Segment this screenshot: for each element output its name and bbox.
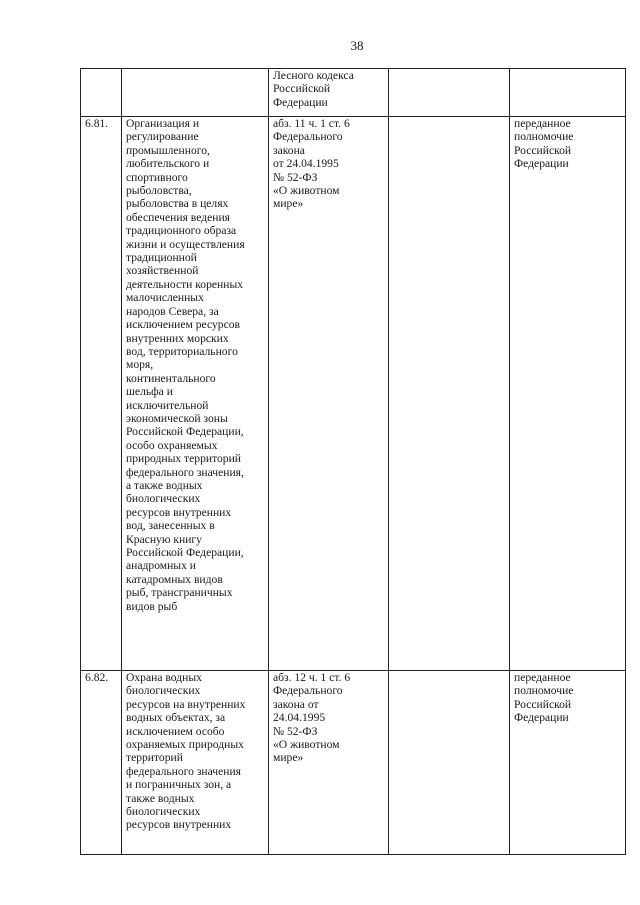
cell-line: полномочие <box>514 130 574 144</box>
cell-line: федерального значения <box>126 764 242 778</box>
cell-line: закона <box>273 143 305 157</box>
cell-line: Российской <box>514 143 572 157</box>
cell-line: мире» <box>273 751 304 765</box>
cell-line: рыболовства, <box>126 184 192 198</box>
cell-line: обеспечения ведения <box>126 210 230 224</box>
cell-line: «О животном <box>273 738 340 752</box>
cell-line: а также водных <box>126 478 203 492</box>
cell-power-name <box>122 671 269 855</box>
cell-legal-basis <box>269 69 389 117</box>
cell-line: катадромных видов <box>126 572 223 586</box>
cell-line: природных территорий <box>126 452 241 466</box>
cell-line: мире» <box>273 197 304 211</box>
cell-line: Российской Федерации, <box>126 546 244 559</box>
cell-line: жизни и осуществления <box>126 237 245 251</box>
cell-note <box>510 69 626 117</box>
cell-line: Федерации <box>514 711 569 725</box>
cell-line: от 24.04.1995 <box>273 157 339 171</box>
cell-line: исключением особо <box>126 724 225 738</box>
cell-legal-basis <box>269 117 389 671</box>
cell-line: экономической зоны <box>126 411 228 425</box>
cell-line: 24.04.1995 <box>273 711 326 725</box>
cell-note <box>510 117 626 671</box>
table-row <box>81 671 626 855</box>
cell-line: охраняемых природных <box>126 738 244 752</box>
cell-line: федерального значения, <box>126 465 244 479</box>
cell-line: любительского и <box>126 157 210 171</box>
table-row <box>81 117 626 671</box>
cell-line: Красную книгу <box>126 532 202 546</box>
cell-line: Федерального <box>273 684 343 698</box>
cell-line: «О животном <box>273 184 340 198</box>
row-number: 6.82. <box>85 671 109 684</box>
cell-line: моря, <box>126 358 154 372</box>
cell-line: также водных <box>126 791 195 805</box>
cell-empty <box>389 671 510 855</box>
cell-empty <box>389 69 510 117</box>
cell-line: полномочие <box>514 684 574 698</box>
cell-line: исключительной <box>126 398 209 412</box>
cell-line: № 52-ФЗ <box>273 724 318 738</box>
cell-line: переданное <box>514 117 571 130</box>
cell-line: № 52-ФЗ <box>273 170 318 184</box>
cell-number <box>81 117 122 671</box>
cell-line: ресурсов на внутренних <box>126 697 246 711</box>
cell-line: водных объектах, за <box>126 711 226 725</box>
table-row <box>81 69 626 117</box>
cell-line: народов Севера, за <box>126 304 219 318</box>
cell-line: видов рыб <box>126 599 178 613</box>
page-number: 38 <box>350 38 364 53</box>
cell-line: ресурсов внутренних <box>126 505 232 519</box>
cell-line: Федерального <box>273 130 343 144</box>
cell-line: внутренних морских <box>126 331 229 345</box>
cell-line: закона от <box>273 697 319 711</box>
cell-line: биологических <box>126 492 201 506</box>
powers-table <box>80 68 626 855</box>
cell-power-name <box>122 117 269 671</box>
cell-line: вод, территориального <box>126 344 238 358</box>
cell-power-name <box>122 69 269 117</box>
cell-line: хозяйственной <box>126 264 199 278</box>
cell-line: биологических <box>126 684 201 698</box>
cell-line: спортивного <box>126 170 188 184</box>
cell-line: Российской <box>514 697 572 711</box>
cell-line: рыболовства в целях <box>126 197 229 211</box>
cell-line: Федерации <box>273 95 328 109</box>
cell-line: малочисленных <box>126 291 204 305</box>
cell-line: рыб, трансграничных <box>126 586 233 600</box>
cell-line: переданное <box>514 671 571 684</box>
cell-legal-basis <box>269 671 389 855</box>
cell-line: Организация и <box>126 117 200 130</box>
cell-line: абз. 12 ч. 1 ст. 6 <box>273 671 351 684</box>
cell-line: ресурсов внутренних <box>126 818 232 832</box>
cell-line: территорий <box>126 751 183 765</box>
cell-empty <box>389 117 510 671</box>
cell-note <box>510 671 626 855</box>
cell-line: промышленного, <box>126 143 210 157</box>
cell-line: Федерации <box>514 157 569 171</box>
row-number: 6.81. <box>85 117 109 130</box>
cell-line: анадромных и <box>126 559 196 573</box>
cell-line: Российской Федерации, <box>126 425 244 439</box>
cell-line: шельфа и <box>126 385 173 399</box>
cell-line: Российской <box>273 82 331 96</box>
cell-line: биологических <box>126 805 201 819</box>
cell-line: вод, занесенных в <box>126 519 215 533</box>
table-body <box>81 69 626 855</box>
cell-line: деятельности коренных <box>126 277 244 291</box>
cell-line: и пограничных зон, а <box>126 778 232 792</box>
cell-line: исключением ресурсов <box>126 318 240 332</box>
cell-number <box>81 69 122 117</box>
cell-line: абз. 11 ч. 1 ст. 6 <box>273 117 350 130</box>
cell-line: континентального <box>126 371 216 385</box>
cell-line: особо охраняемых <box>126 438 218 452</box>
cell-line: регулирование <box>126 130 199 144</box>
cell-line: Охрана водных <box>126 671 202 684</box>
cell-number <box>81 671 122 855</box>
cell-line: традиционной <box>126 251 197 265</box>
cell-line: Лесного кодекса <box>273 69 354 82</box>
cell-line: традиционного образа <box>126 224 237 238</box>
